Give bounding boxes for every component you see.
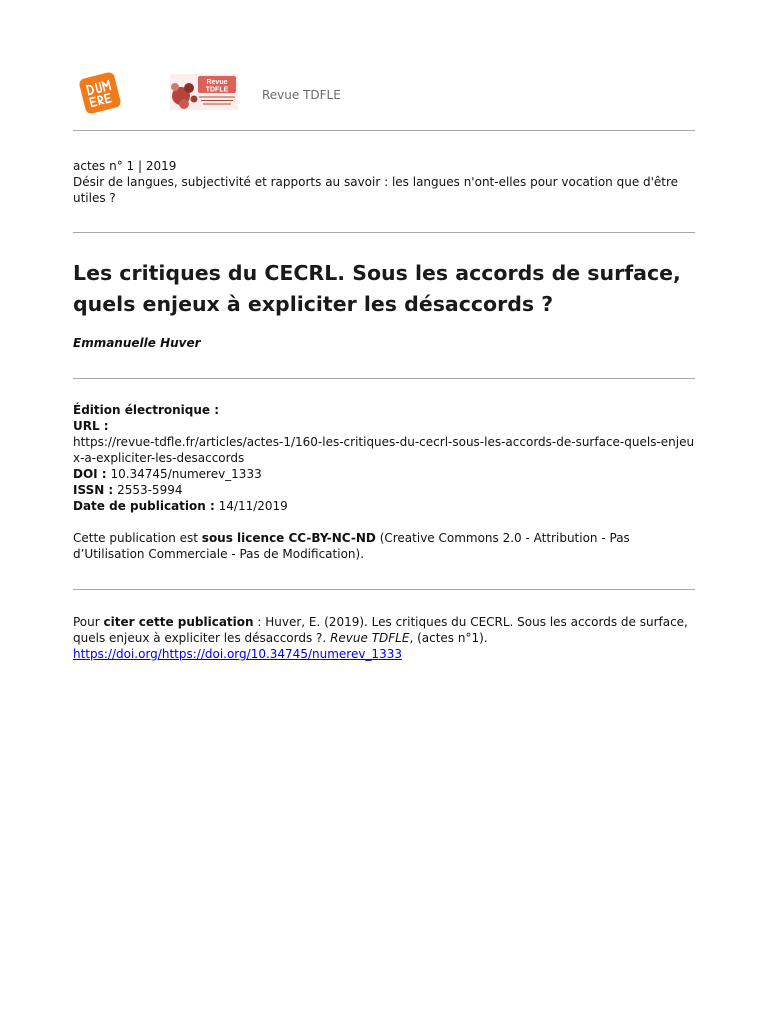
licence-prefix: Cette publication est [73,531,202,545]
licence-suffix: (Creative Commons 2.0 - Attribution - Pas d’Utilisation Commerciale - Pas de Modification). [73,531,630,561]
divider [73,130,695,131]
citation-block [73,614,695,662]
doi-label: DOI : [73,467,107,481]
doi-value: 10.34745/numerev_1333 [110,467,262,481]
url-value: https://revue-tdfle.fr/articles/actes-1/160-les-critiques-du-cecrl-sous-les-accords-de-surface-quels-enjeux-a-expliciter-les-desaccords [73,435,695,465]
author-name: Emmanuelle Huver [73,336,201,350]
pubdate-value: 14/11/2019 [218,499,288,513]
svg-text:Revue: Revue [206,79,228,86]
url-label: URL : [73,419,109,433]
citation-issue: , (actes n°1). [409,631,488,645]
issue-line: actes n° 1 | 2019 [73,159,177,173]
tdfle-logo [170,74,238,110]
divider [73,378,695,379]
site-name[interactable]: Revue TDFLE [262,88,341,102]
issue-info [73,158,695,206]
svg-text:TDFLE: TDFLE [205,86,229,94]
citation-prefix: Pour [73,615,104,629]
licence-statement [73,530,695,562]
issn-label: ISSN : [73,483,114,497]
pubdate-label: Date de publication : [73,499,215,513]
numerev-logo [77,70,123,116]
licence-name: sous licence CC-BY-NC-ND [201,531,376,545]
doi-link[interactable]: https://doi.org/https://doi.org/10.34745/numerev_1333 [73,647,402,661]
publication-metadata [73,402,695,514]
header [73,62,695,122]
citation-label: citer cette publication [103,615,254,629]
article-title: Les critiques du CECRL. Sous les accords de surface, quels enjeux à expliciter les désaccords ? [73,261,681,316]
journal-name: Revue TDFLE [330,631,410,645]
divider [73,232,695,233]
divider [73,589,695,590]
issn-value: 2553-5994 [117,483,183,497]
issue-theme: Désir de langues, subjectivité et rapports au savoir : les langues n'ont-elles pour vocation que d'être utiles ? [73,175,679,205]
edition-label: Édition électronique : [73,403,220,417]
citation-text: : Huver, E. (2019). Les critiques du CECRL. Sous les accords de surface, quels enjeux à expliciter les désaccords ?. [73,615,688,645]
